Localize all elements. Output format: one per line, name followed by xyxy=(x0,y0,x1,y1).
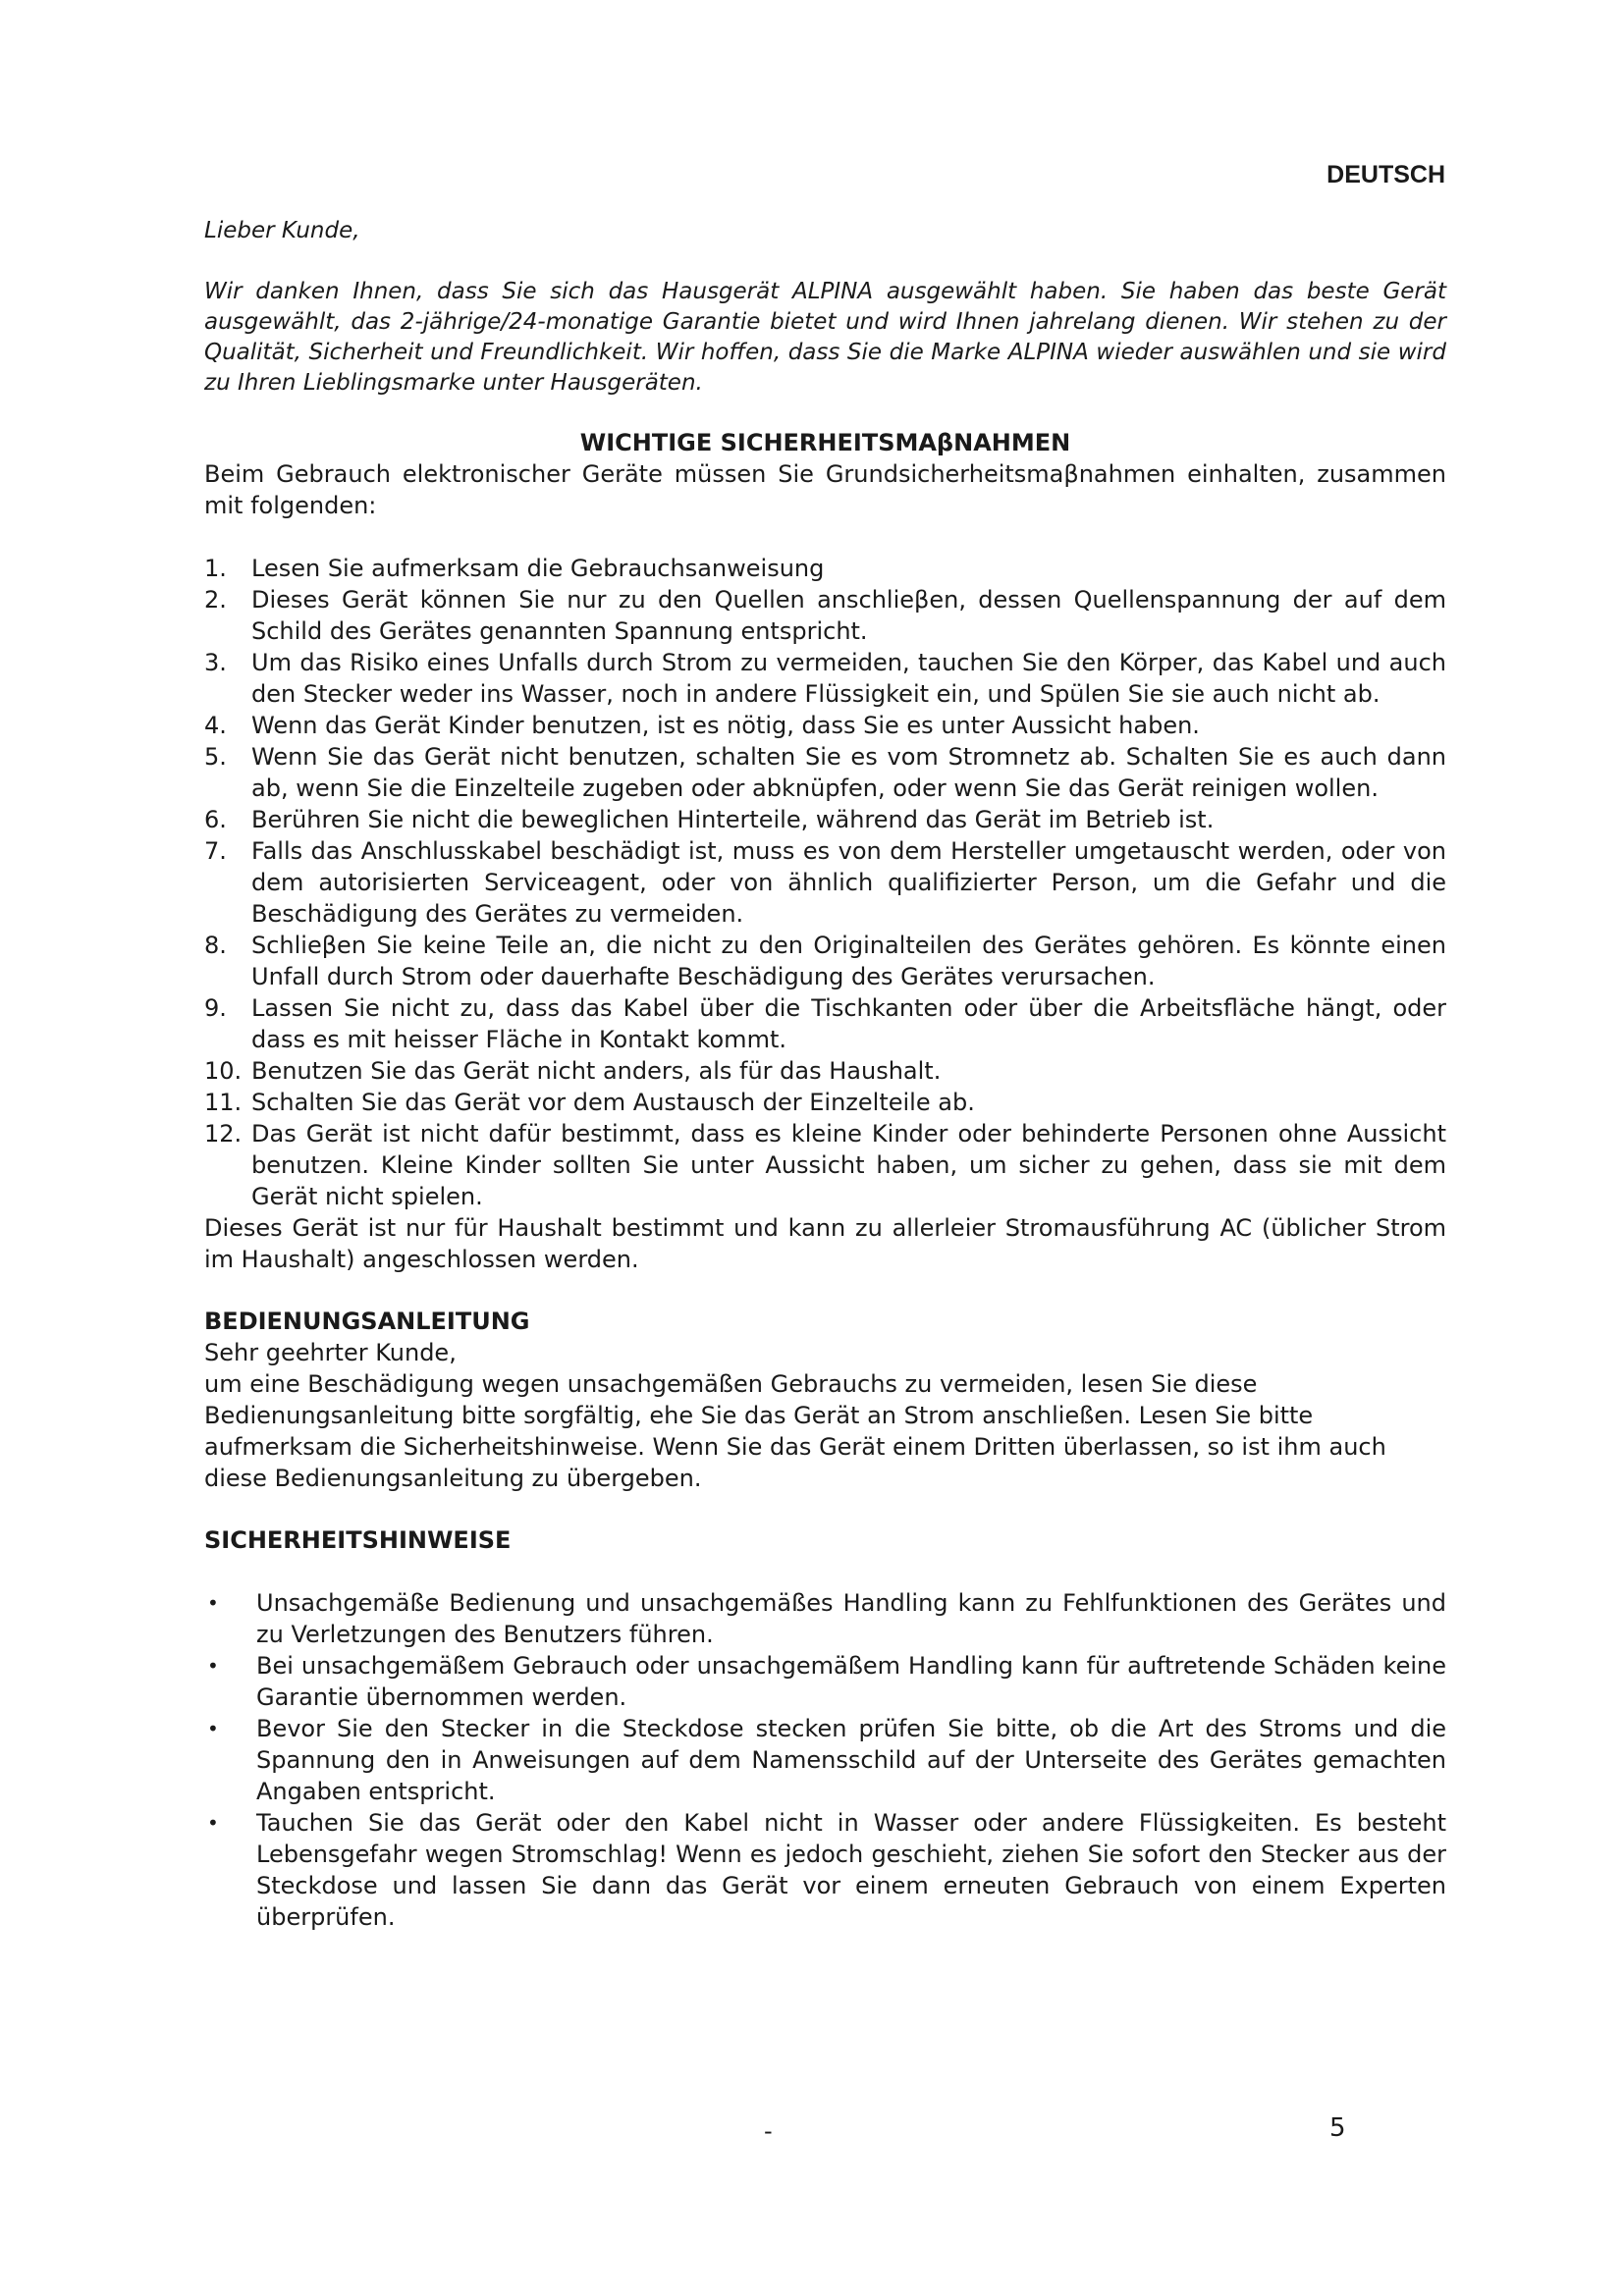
rule-number: 11. xyxy=(204,1089,243,1116)
rule-number: 2. xyxy=(204,586,227,614)
safety-rule xyxy=(204,741,1446,804)
bullet-icon: • xyxy=(207,1717,219,1740)
hint-item xyxy=(204,1713,1446,1807)
rule-text: Dieses Gerät können Sie nur zu den Quellen anschlieβen, dessen Quellenspannung der auf dem Schild des Gerätes genannten Spannung entspricht. xyxy=(251,586,1446,645)
hint-item xyxy=(204,1807,1446,1933)
intro-paragraph: Wir danken Ihnen, dass Sie sich das Hausgerät ALPINA ausgewählt haben. Sie haben das beste Gerät ausgewählt, das 2-jährige/24-monatige Garantie bietet und wird Ihnen jahrelang dienen. Wir stehen zu der Qualität, Sicherheit und Freundlichkeit. Wir hoffen, dass Sie die Marke ALPINA wieder auswählen und sie wird zu Ihren Lieblingsmarke unter Hausgeräten. xyxy=(204,279,1446,396)
rule-number: 10. xyxy=(204,1057,243,1085)
safety-rule xyxy=(204,647,1446,710)
hints-heading: SICHERHEITSHINWEISE xyxy=(204,1526,512,1554)
safety-rule xyxy=(204,930,1446,992)
hint-text: Unsachgemäße Bedienung und unsachgemäßes Handling kann zu Fehlfunktionen des Gerätes und zu Verletzungen des Benutzers führen. xyxy=(256,1589,1446,1648)
safety-rule xyxy=(204,710,1446,741)
household-note: Dieses Gerät ist nur für Haushalt bestimmt und kann zu allerleier Stromausführung AC (üblicher Strom im Haushalt) angeschlossen werden. xyxy=(204,1214,1446,1273)
safety-rule xyxy=(204,992,1446,1055)
rule-number: 6. xyxy=(204,806,227,833)
rule-text: Falls das Anschlusskabel beschädigt ist, muss es von dem Hersteller umgetauscht werden, oder von dem autorisierten Serviceagent, oder von ähnlich qualifizierter Person, um die Gefahr und die Beschädigung des Gerätes zu vermeiden. xyxy=(251,837,1446,928)
rule-text: Das Gerät ist nicht dafür bestimmt, dass es kleine Kinder oder behinderte Personen ohne Aussicht benutzen. Kleine Kinder sollten Sie unter Aussicht haben, um sicher zu gehen, dass sie mit dem Gerät nicht spielen. xyxy=(251,1120,1446,1210)
safety-rule xyxy=(204,553,1446,584)
bullet-icon: • xyxy=(207,1811,219,1835)
manual-text: um eine Beschädigung wegen unsachgemäßen Gebrauchs zu vermeiden, lesen Sie diese Bedienungsanleitung bitte sorgfältig, ehe Sie das Gerät an Strom anschließen. Lesen Sie bitte aufmerksam die Sicherheitshinweise. Wenn Sie das Gerät einem Dritten überlassen, so ist ihm auch diese Bedienungsanleitung zu übergeben. xyxy=(204,1370,1386,1492)
safety-rule xyxy=(204,835,1446,930)
safety-rule xyxy=(204,1055,1446,1087)
rule-text: Um das Risiko eines Unfalls durch Strom zu vermeiden, tauchen Sie den Körper, das Kabel und auch den Stecker weder ins Wasser, noch in andere Flüssigkeit ein, und Spülen Sie sie auch nicht ab. xyxy=(251,649,1446,708)
bullet-icon: • xyxy=(207,1591,219,1615)
rule-text: Benutzen Sie das Gerät nicht anders, als für das Haushalt. xyxy=(251,1057,942,1085)
rule-number: 5. xyxy=(204,743,227,771)
language-label: DEUTSCH xyxy=(1326,161,1445,188)
greeting: Lieber Kunde, xyxy=(204,218,360,243)
safety-rule xyxy=(204,1087,1446,1118)
safety-lead: Beim Gebrauch elektronischer Geräte müssen Sie Grundsicherheitsmaβnahmen einhalten, zusammen mit folgenden: xyxy=(204,460,1446,519)
rule-text: Lassen Sie nicht zu, dass das Kabel über die Tischkanten oder über die Arbeitsfläche hängt, oder dass es mit heisser Fläche in Kontakt kommt. xyxy=(251,994,1446,1053)
safety-heading: WICHTIGE SICHERHEITSMAβNAHMEN xyxy=(579,429,1071,456)
rule-number: 9. xyxy=(204,994,227,1022)
hint-item xyxy=(204,1650,1446,1713)
rule-number: 3. xyxy=(204,649,227,676)
hints-list xyxy=(204,1587,1446,1933)
safety-rule xyxy=(204,584,1446,647)
hint-text: Bei unsachgemäßem Gebrauch oder unsachgemäßem Handling kann für auftretende Schäden keine Garantie übernommen werden. xyxy=(256,1652,1446,1711)
rule-text: Schlieβen Sie keine Teile an, die nicht zu den Originalteilen des Gerätes gehören. Es könnte einen Unfall durch Strom oder dauerhafte Beschädigung des Gerätes verursachen. xyxy=(251,932,1446,990)
rule-number: 4. xyxy=(204,712,227,739)
safety-rule xyxy=(204,804,1446,835)
page-content xyxy=(204,216,1446,1933)
hint-text: Bevor Sie den Stecker in die Steckdose stecken prüfen Sie bitte, ob die Art des Stroms und die Spannung den in Anweisungen auf dem Namensschild auf der Unterseite des Gerätes gemachten Angaben entspricht. xyxy=(256,1715,1446,1805)
safety-rule xyxy=(204,1118,1446,1212)
rule-number: 8. xyxy=(204,932,227,959)
rule-number: 12. xyxy=(204,1120,243,1148)
page-number: 5 xyxy=(1329,2113,1346,2143)
rule-text: Schalten Sie das Gerät vor dem Austausch der Einzelteile ab. xyxy=(251,1089,975,1116)
bullet-icon: • xyxy=(207,1654,219,1678)
rule-text: Berühren Sie nicht die beweglichen Hinterteile, während das Gerät im Betrieb ist. xyxy=(251,806,1215,833)
manual-heading: BEDIENUNGSANLEITUNG xyxy=(204,1308,530,1335)
safety-rules-list xyxy=(204,553,1446,1212)
hint-text: Tauchen Sie das Gerät oder den Kabel nicht in Wasser oder andere Flüssigkeiten. Es besteht Lebensgefahr wegen Stromschlag! Wenn es jedoch geschieht, ziehen Sie sofort den Stecker aus der Steckdose und lassen Sie dann das Gerät vor einem erneuten Gebrauch von einem Experten überprüfen. xyxy=(256,1809,1446,1931)
footer-dash: - xyxy=(764,2117,773,2145)
rule-number: 7. xyxy=(204,837,227,865)
rule-number: 1. xyxy=(204,555,227,582)
rule-text: Wenn Sie das Gerät nicht benutzen, schalten Sie es vom Stromnetz ab. Schalten Sie es auch dann ab, wenn Sie die Einzelteile zugeben oder abknüpfen, oder wenn Sie das Gerät reinigen wollen. xyxy=(251,743,1446,802)
manual-section xyxy=(204,1306,1446,1494)
rule-text: Lesen Sie aufmerksam die Gebrauchsanweisung xyxy=(251,555,825,582)
manual-salutation: Sehr geehrter Kunde, xyxy=(204,1339,457,1366)
hint-item xyxy=(204,1587,1446,1650)
rule-text: Wenn das Gerät Kinder benutzen, ist es nötig, dass Sie es unter Aussicht haben. xyxy=(251,712,1200,739)
